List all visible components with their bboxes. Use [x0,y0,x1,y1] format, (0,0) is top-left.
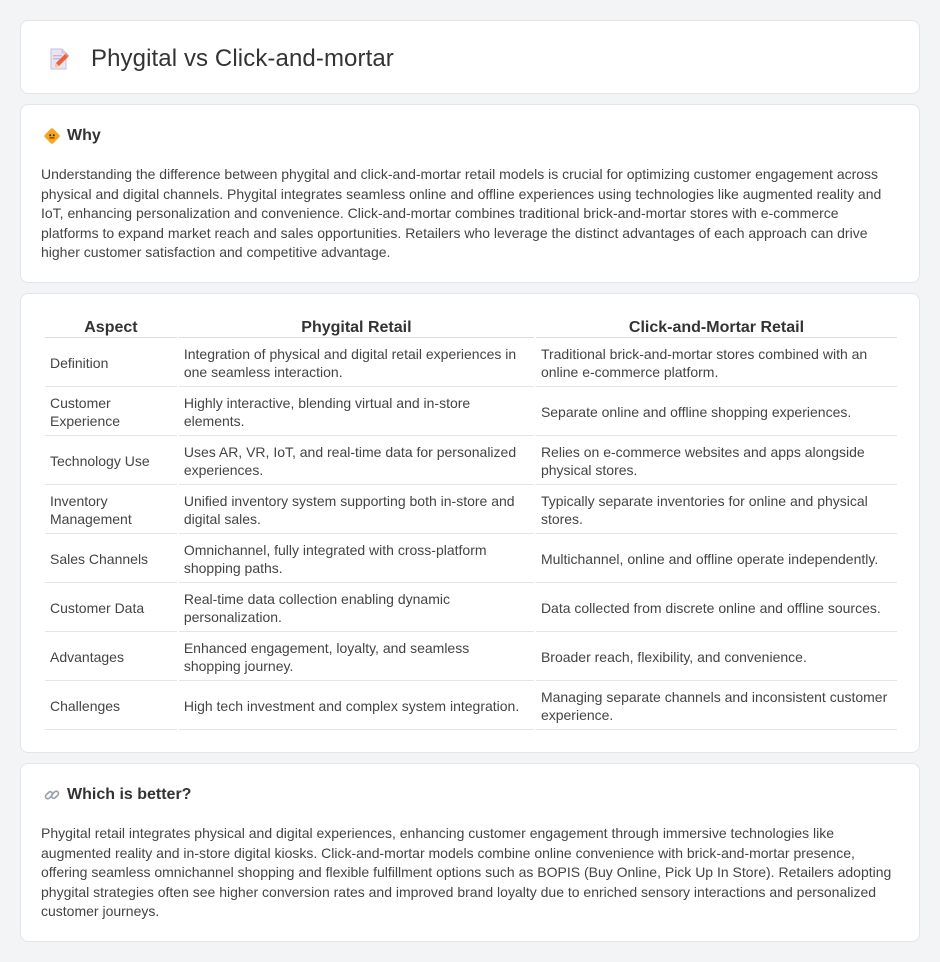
click-and-mortar-cell: Multichannel, online and offline operate independently. [536,536,897,583]
phygital-cell: Uses AR, VR, IoT, and real-time data for personalized experiences. [179,438,534,485]
phygital-cell: Integration of physical and digital retail experiences in one seamless interaction. [179,340,534,387]
page-title: Phygital vs Click-and-mortar [91,45,394,72]
aspect-cell: Definition [45,340,177,387]
table-header-row [45,318,897,338]
table-row [45,634,897,681]
comparison-table [43,316,899,732]
table-row [45,487,897,534]
table-row [45,536,897,583]
link-icon [43,786,61,804]
title-row [47,45,394,73]
click-and-mortar-cell: Broader reach, flexibility, and convenience. [536,634,897,681]
better-heading-row [43,786,191,804]
aspect-cell: Challenges [45,683,177,730]
table-row [45,389,897,436]
why-card [20,104,920,283]
click-and-mortar-cell: Typically separate inventories for online and physical stores. [536,487,897,534]
phygital-cell: Enhanced engagement, loyalty, and seamless shopping journey. [179,634,534,681]
header-click-and-mortar: Click-and-Mortar Retail [536,318,897,338]
why-heading: Why [67,127,101,144]
header-aspect: Aspect [45,318,177,338]
phygital-cell: Omnichannel, fully integrated with cross-platform shopping paths. [179,536,534,583]
phygital-cell: Unified inventory system supporting both in-store and digital sales. [179,487,534,534]
click-and-mortar-cell: Managing separate channels and inconsistent customer experience. [536,683,897,730]
click-and-mortar-cell: Separate online and offline shopping experiences. [536,389,897,436]
aspect-cell: Technology Use [45,438,177,485]
aspect-cell: Customer Experience [45,389,177,436]
comparison-card [20,293,920,753]
click-and-mortar-cell: Traditional brick-and-mortar stores combined with an online e-commerce platform. [536,340,897,387]
click-and-mortar-cell: Data collected from discrete online and offline sources. [536,585,897,632]
phygital-cell: Highly interactive, blending virtual and in-store elements. [179,389,534,436]
header-phygital: Phygital Retail [179,318,534,338]
document-pencil-icon [47,47,71,71]
click-and-mortar-cell: Relies on e-commerce websites and apps alongside physical stores. [536,438,897,485]
diamond-sign-icon [43,127,61,145]
aspect-cell: Advantages [45,634,177,681]
table-row [45,683,897,730]
phygital-cell: High tech investment and complex system integration. [179,683,534,730]
aspect-cell: Inventory Management [45,487,177,534]
table-row [45,438,897,485]
title-card [20,20,920,94]
phygital-cell: Real-time data collection enabling dynamic personalization. [179,585,534,632]
table-row [45,340,897,387]
better-body: Phygital retail integrates physical and digital experiences, enhancing customer engagement through immersive technologies like augmented reality and in-store digital kiosks. Click-and-mortar models combine online convenience with brick-and-mortar presence, offering seamless omnichannel shopping and flexible fulfillment options such as BOPIS (Buy Online, Pick Up In Store). Retailers adopting phygital strategies often see higher conversion rates and improved brand loyalty due to enriched sensory interactions and personalized customer journeys. [41,825,892,920]
better-heading: Which is better? [67,786,192,803]
why-heading-row [43,127,101,145]
aspect-cell: Customer Data [45,585,177,632]
table-row [45,585,897,632]
why-body: Understanding the difference between phygital and click-and-mortar retail models is crucial for optimizing customer engagement across physical and digital channels. Phygital integrates seamless online and offline experiences using technologies like augmented reality and IoT, enhancing personalization and convenience. Click-and-mortar combines traditional brick-and-mortar stores with e-commerce platforms to expand market reach and sales opportunities. Retailers who leverage the distinct advantages of each approach can drive higher customer satisfaction and competitive advantage. [41,166,882,261]
which-is-better-card [20,763,920,942]
aspect-cell: Sales Channels [45,536,177,583]
